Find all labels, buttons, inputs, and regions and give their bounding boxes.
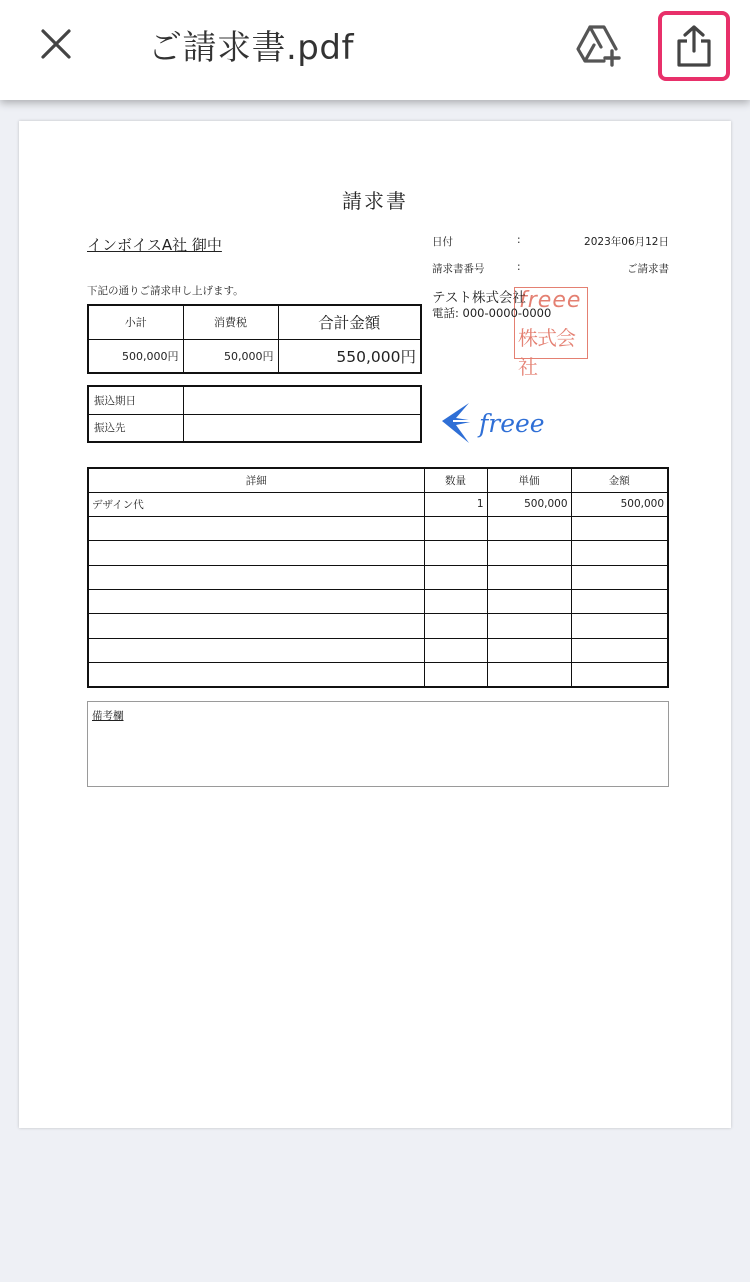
row-description [88,517,424,541]
tax-value: 50,000円 [183,339,278,373]
top-app-bar [0,0,750,100]
file-title: ご請求書.pdf [148,28,354,68]
detail-header-unit-price: 単価 [487,468,571,492]
subtotal-value: 500,000円 [88,339,183,373]
row-description [88,614,424,638]
row-unit-price: 500,000 [487,492,571,516]
due-date-value [183,386,421,414]
row-quantity [424,662,487,686]
row-amount [571,589,668,613]
intro-text: 下記の通りご請求申し上げます。 [87,285,244,297]
total-header: 合計金額 [278,305,421,339]
row-quantity [424,541,487,565]
subtotal-header: 小計 [88,305,183,339]
row-quantity: 1 [424,492,487,516]
add-to-drive-button[interactable] [570,20,626,70]
notes-box [87,701,669,787]
logo-wordmark: freee [479,409,545,438]
recipient-name: インボイスA社 御中 [87,236,222,254]
pdf-page [19,121,731,1128]
row-unit-price [487,541,571,565]
table-row [88,541,668,565]
bank-value [183,414,421,442]
row-quantity [424,565,487,589]
add-to-drive-icon [574,23,622,67]
invoice-number-label: 請求書番号 [432,263,485,275]
payment-table [87,385,422,443]
summary-table [87,304,422,374]
row-description [88,541,424,565]
date-label: 日付 [432,236,453,248]
row-quantity [424,517,487,541]
total-value: 550,000円 [278,339,421,373]
row-description [88,589,424,613]
share-button[interactable] [658,11,730,81]
row-description: デザイン代 [88,492,424,516]
seal-bottom-text: 株式会社 [518,326,575,379]
row-description [88,565,424,589]
row-unit-price [487,589,571,613]
date-value: 2023年06月12日 [584,236,669,248]
row-unit-price [487,662,571,686]
row-amount [571,541,668,565]
table-row [88,662,668,686]
row-unit-price [487,614,571,638]
row-quantity [424,638,487,662]
row-unit-price [487,565,571,589]
tax-header: 消費税 [183,305,278,339]
table-row [88,565,668,589]
invoice-number-value: ご請求書 [627,263,669,275]
table-row [88,517,668,541]
row-amount [571,638,668,662]
invoice-title: 請求書 [342,189,408,213]
row-amount [571,614,668,638]
invoice-number-colon: : [517,261,521,273]
bird-logo-icon [439,399,559,449]
detail-table [87,467,669,688]
row-quantity [424,589,487,613]
detail-header-description: 詳細 [88,468,424,492]
row-quantity [424,614,487,638]
freee-logo [439,399,559,449]
table-row [88,638,668,662]
table-row [88,492,668,516]
date-colon: : [517,234,521,246]
row-amount: 500,000 [571,492,668,516]
due-date-label: 振込期日 [88,386,183,414]
detail-header-amount: 金額 [571,468,668,492]
detail-header-quantity: 数量 [424,468,487,492]
table-row [88,614,668,638]
company-name: テスト株式会社 [432,290,526,306]
notes-label: 備考欄 [92,710,124,722]
row-amount [571,517,668,541]
row-amount [571,565,668,589]
row-description [88,638,424,662]
row-unit-price [487,638,571,662]
bank-label: 振込先 [88,414,183,442]
close-icon [40,28,72,60]
share-icon [674,24,714,68]
seal-top-text: freee [519,288,582,313]
table-row [88,589,668,613]
company-phone: 電話: 000-0000-0000 [432,306,552,320]
row-unit-price [487,517,571,541]
close-button[interactable] [28,24,84,64]
row-amount [571,662,668,686]
row-description [88,662,424,686]
